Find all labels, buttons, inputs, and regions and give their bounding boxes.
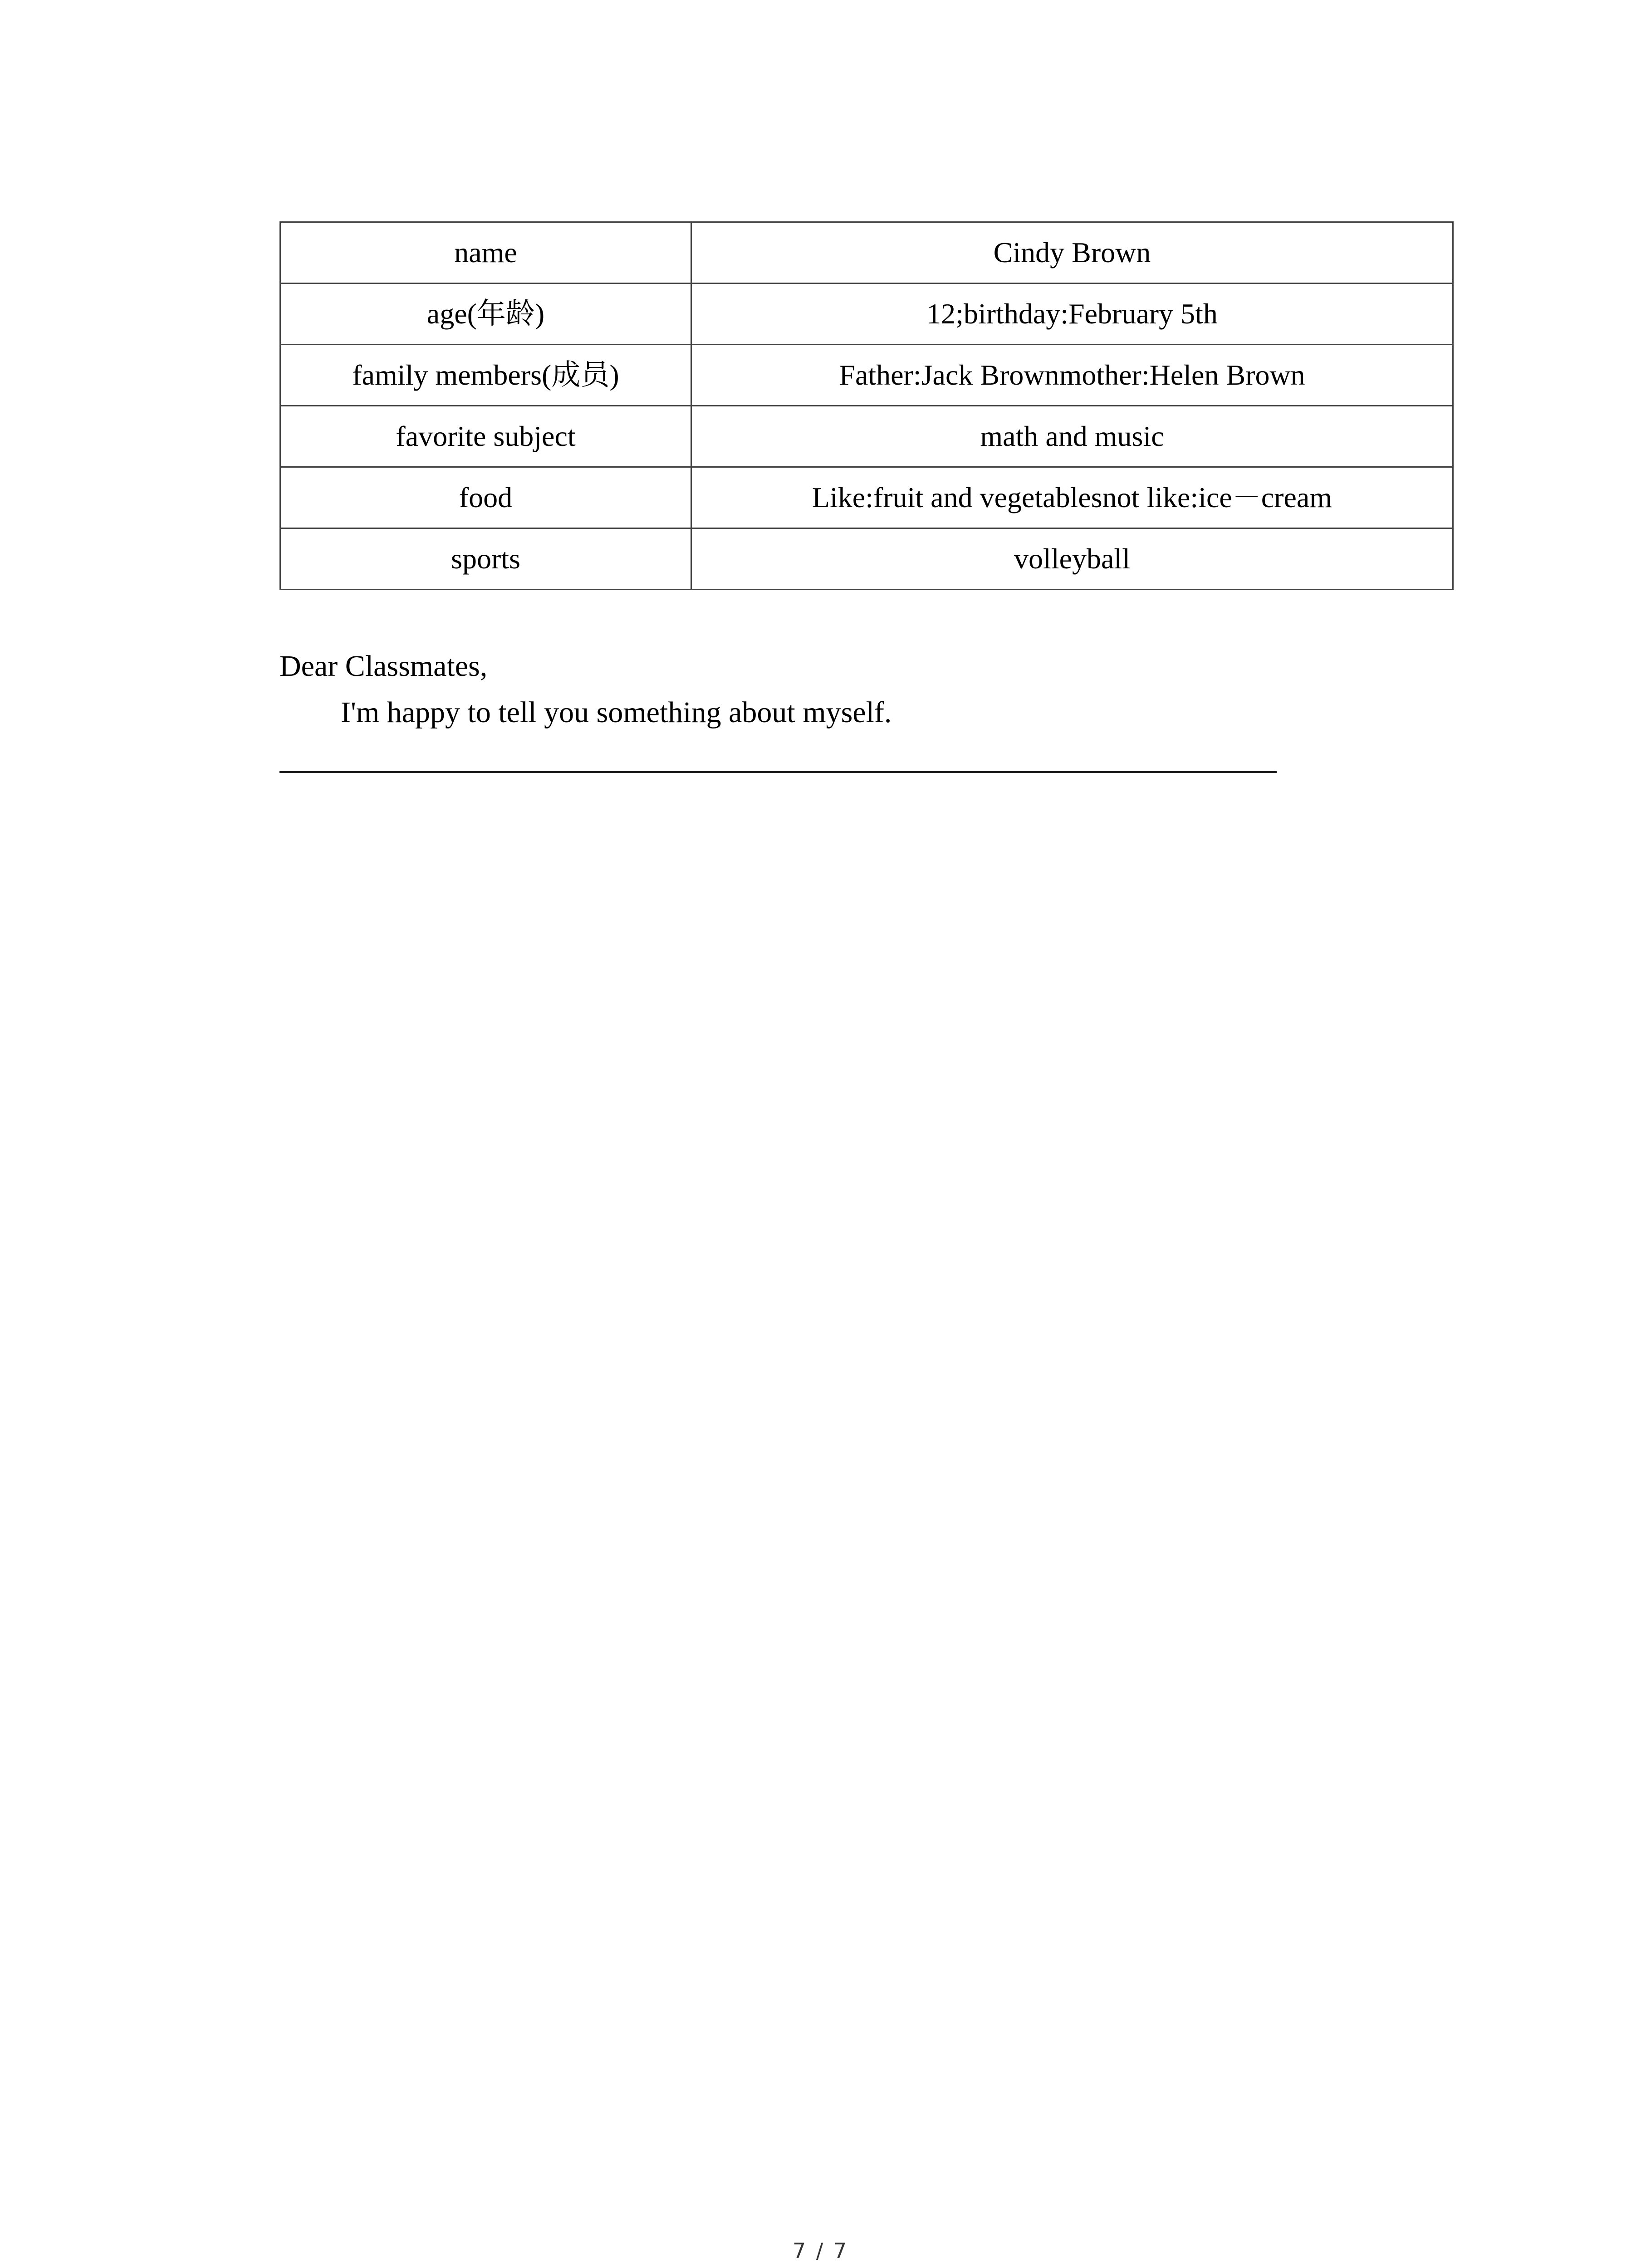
letter-opening-sentence: I'm happy to tell you something about myself. <box>341 696 892 729</box>
row-value-family-members: Father:Jack Brownmother:Helen Brown <box>691 345 1453 406</box>
row-label-favorite-subject: favorite subject <box>280 406 691 467</box>
row-value-favorite-subject: math and music <box>691 406 1453 467</box>
table-row <box>280 222 1453 284</box>
table-row <box>280 467 1453 528</box>
row-label-age: age(年龄) <box>280 284 691 345</box>
row-value-food: Like:fruit and vegetablesnot like:ice－cream <box>691 467 1453 528</box>
table-row <box>280 284 1453 345</box>
row-label-sports: sports <box>280 528 691 590</box>
row-label-food: food <box>280 467 691 528</box>
page-number: 7 / 7 <box>792 2239 849 2263</box>
table-row <box>280 406 1453 467</box>
row-label-name: name <box>280 222 691 284</box>
table-row <box>280 345 1453 406</box>
table-row <box>280 528 1453 590</box>
personal-info-table <box>279 221 1454 590</box>
row-label-family-members: family members(成员) <box>280 345 691 406</box>
row-value-age: 12;birthday:February 5th <box>691 284 1453 345</box>
letter-body <box>279 643 1459 736</box>
writing-answer-line <box>279 771 1277 773</box>
letter-greeting: Dear Classmates, <box>279 650 488 683</box>
row-value-sports: volleyball <box>691 528 1453 590</box>
row-value-name: Cindy Brown <box>691 222 1453 284</box>
